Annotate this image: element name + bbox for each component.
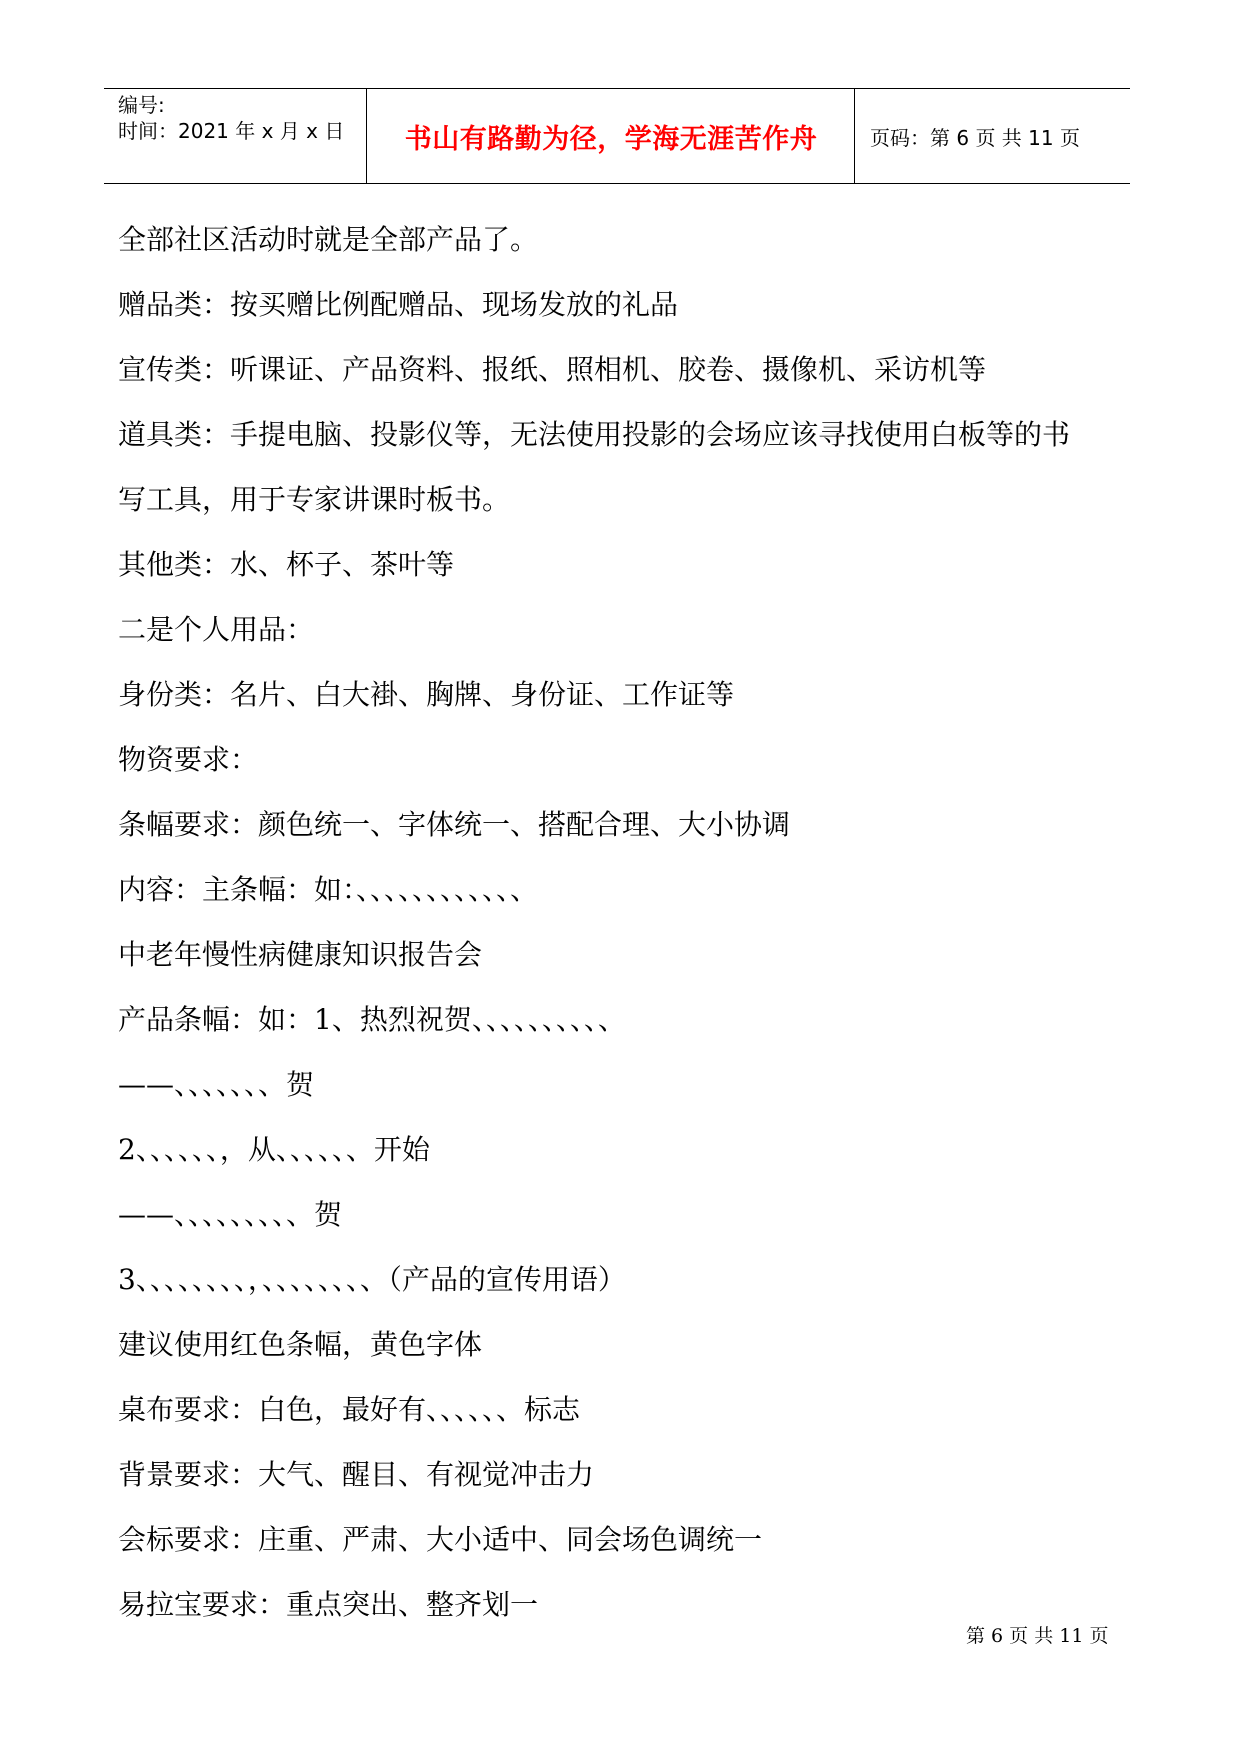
- body-line: 建议使用红色条幅，黄色字体: [118, 1328, 483, 1361]
- body-line: ——、、、、、、、、、贺: [118, 1198, 343, 1231]
- body-line: 桌布要求：白色，最好有、、、、、、标志: [118, 1393, 581, 1426]
- header-motto-cell: [368, 89, 854, 183]
- body-line: 会标要求：庄重、严肃、大小适中、同会场色调统一: [118, 1523, 763, 1556]
- body-line: 内容：主条幅：如：、、、、、、、、、、、、: [118, 873, 539, 906]
- header-meta: [104, 89, 366, 183]
- body-line: 条幅要求：颜色统一、字体统一、搭配合理、大小协调: [118, 808, 791, 841]
- body-line: 二是个人用品：: [118, 613, 315, 646]
- header-divider-right: [854, 89, 855, 183]
- body-line: 其他类：水、杯子、茶叶等: [118, 548, 455, 581]
- body-line: 产品条幅：如：1、热烈祝贺、、、、、、、、、、: [118, 1003, 626, 1036]
- header-page-info: 页码：第 6 页 共 11 页: [870, 125, 1080, 150]
- header-divider-left: [366, 89, 367, 183]
- header-motto: 书山有路勤为径，学海无涯苦作舟: [404, 123, 818, 155]
- body-line: 物资要求：: [118, 743, 259, 776]
- body-line: 宣传类：听课证、产品资料、报纸、照相机、胶卷、摄像机、采访机等: [118, 353, 987, 386]
- body-line: 身份类：名片、白大褂、胸牌、身份证、工作证等: [118, 678, 735, 711]
- body-line: 2、、、、、、，从、、、、、、开始: [118, 1133, 430, 1166]
- body-line: 易拉宝要求：重点突出、整齐划一: [118, 1588, 539, 1621]
- body-line: 道具类：手提电脑、投影仪等，无法使用投影的会场应该寻找使用白板等的书: [118, 418, 1071, 451]
- body-line: 全部社区活动时就是全部产品了。: [118, 223, 539, 256]
- page-footer: 第 6 页 共 11 页: [966, 1625, 1109, 1647]
- time-label: 时间：2021 年 x 月 x 日: [118, 119, 345, 143]
- body-line: 3、、、、、、、、，、、、、、、、、（产品的宣传用语）: [118, 1263, 626, 1296]
- body-line: 背景要求：大气、醒目、有视觉冲击力: [118, 1458, 595, 1491]
- body-line: 写工具，用于专家讲课时板书。: [118, 483, 511, 516]
- code-label: 编号:: [118, 93, 165, 117]
- body-line: ——、、、、、、、贺: [118, 1068, 315, 1101]
- body-line: 中老年慢性病健康知识报告会: [118, 938, 483, 971]
- page-header: [104, 88, 1130, 184]
- body-line: 赠品类：按买赠比例配赠品、现场发放的礼品: [118, 288, 679, 321]
- header-page-cell: [856, 89, 1130, 183]
